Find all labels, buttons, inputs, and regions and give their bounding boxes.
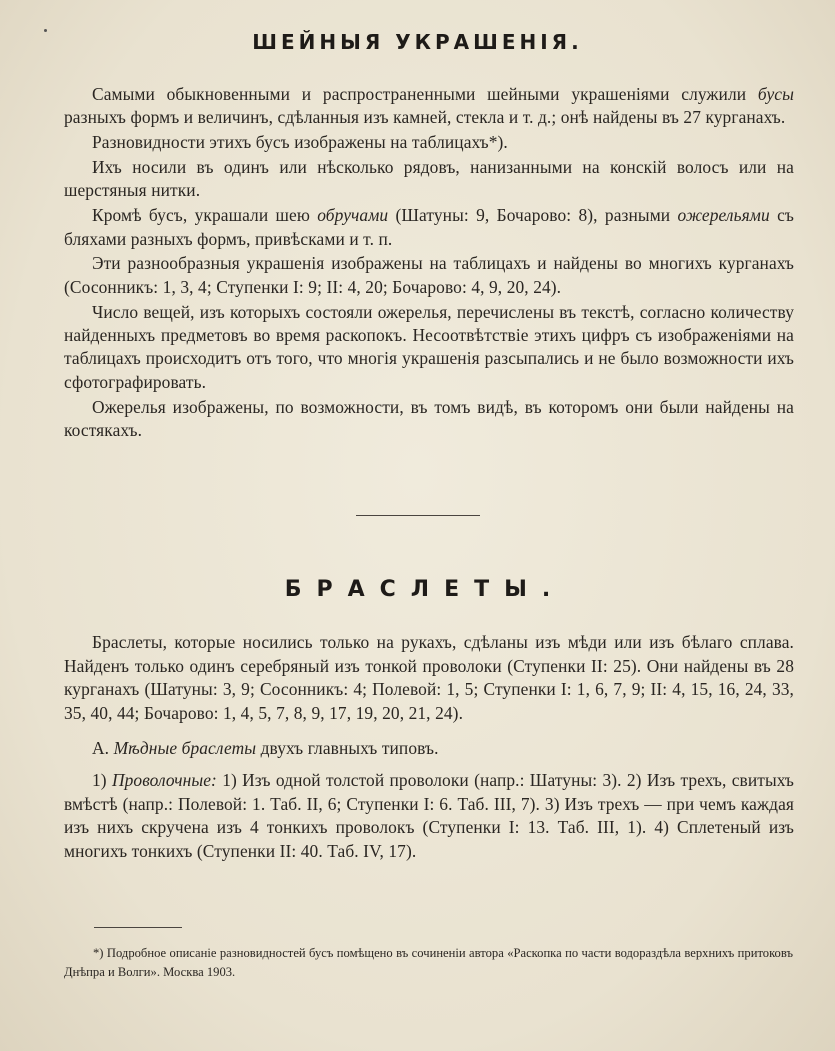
paragraph: 1) Проволочные: 1) Изъ одной толстой проволоки (напр.: Шатуны: 3). 2) Изъ трехъ, свитыхъ вмѣстѣ (напр.: Полевой: 1. Таб. II, 6; Ступенки I: 6. Таб. III, 7). 3) Изъ трехъ — при чемъ каждая изъ нихъ скручена изъ 4 тонкихъ проволокъ (Ступенки I: 13. Таб. III, 1). 4) Сплетеный изъ многихъ тонкихъ (Ступенки II: 40. Таб. IV, 17). bbox=[64, 769, 794, 861]
paragraph: Эти разнообразныя украшенія изображены на таблицахъ и найдены во многихъ курганахъ (Сосонникъ: 1, 3, 4; Ступенки I: 9; II: 4, 20; Бочарово: 4, 9, 20, 24). bbox=[64, 253, 794, 297]
section-title-neck-ornaments: ШЕЙНЫЯ УКРАШЕНІЯ. bbox=[252, 30, 583, 54]
italic-term: обручами bbox=[317, 205, 389, 226]
footnote: *) Подробное описаніе разновидностей бусъ помѣщено въ сочиненіи автора «Раскопка по части водораздѣла верхнихъ притоковъ Днѣпра и Волги». Москва 1903. bbox=[64, 946, 793, 979]
neck-ornaments-text bbox=[64, 83, 794, 443]
paragraph: Браслеты, которые носились только на рукахъ, сдѣланы изъ мѣди или изъ бѣлаго сплава. Найденъ только одинъ серебряный изъ тонкой проволоки (Ступенки II: 25). Они найдены въ 28 курганахъ (Шатуны: 3, 9; Сосонникъ: 4; Полевой: 1, 5; Ступенки I: 1, 6, 7, 9; II: 4, 15, 16, 24, 33, 35, 40, 44; Бочарово: 1, 4, 5, 7, 8, 9, 17, 19, 20, 21, 24). bbox=[64, 632, 794, 723]
bracelets-text bbox=[64, 631, 794, 864]
italic-term: Проволочные: bbox=[111, 769, 217, 790]
italic-term: ожерельями bbox=[677, 205, 770, 226]
paragraph: Ожерелья изображены, по возможности, въ томъ видѣ, въ которомъ они были найдены на костякахъ. bbox=[64, 396, 794, 441]
section-divider bbox=[356, 515, 480, 516]
paragraph: Самыми обыкновенными и распространенными шейными украшеніями служили бусы разныхъ формъ и величинъ, сдѣланныя изъ камней, стекла и т. д.; онѣ найдены въ 27 курганахъ. bbox=[64, 84, 794, 128]
footnote-rule bbox=[94, 927, 182, 928]
paragraph: А. Мѣдные браслеты двухъ главныхъ типовъ. bbox=[92, 738, 439, 759]
paragraph: Разновидности этихъ бусъ изображены на таблицахъ*). bbox=[92, 132, 508, 153]
paragraph: Ихъ носили въ одинъ или нѣсколько рядовъ, нанизанными на конскій волосъ или на шерстяныя нитки. bbox=[64, 157, 794, 201]
section-title-bracelets: БРАСЛЕТЫ. bbox=[284, 577, 566, 602]
italic-term: Мѣдные браслеты bbox=[113, 738, 257, 759]
paragraph: Число вещей, изъ которыхъ состояли ожерелья, перечислены въ текстѣ, согласно количеству найденныхъ предметовъ во время раскопокъ. Несоотвѣтствіе этихъ цифръ съ изображеніями на таблицахъ происходитъ отъ того, что многія украшенія разсыпались и не было возможности ихъ сфотографировать. bbox=[64, 301, 794, 392]
italic-term: бусы bbox=[757, 84, 794, 104]
paragraph: Кромѣ бусъ, украшали шею обручами (Шатуны: 9, Бочарово: 8), разными ожерельями съ бляхами разныхъ формъ, привѣсками и т. п. bbox=[64, 205, 794, 249]
